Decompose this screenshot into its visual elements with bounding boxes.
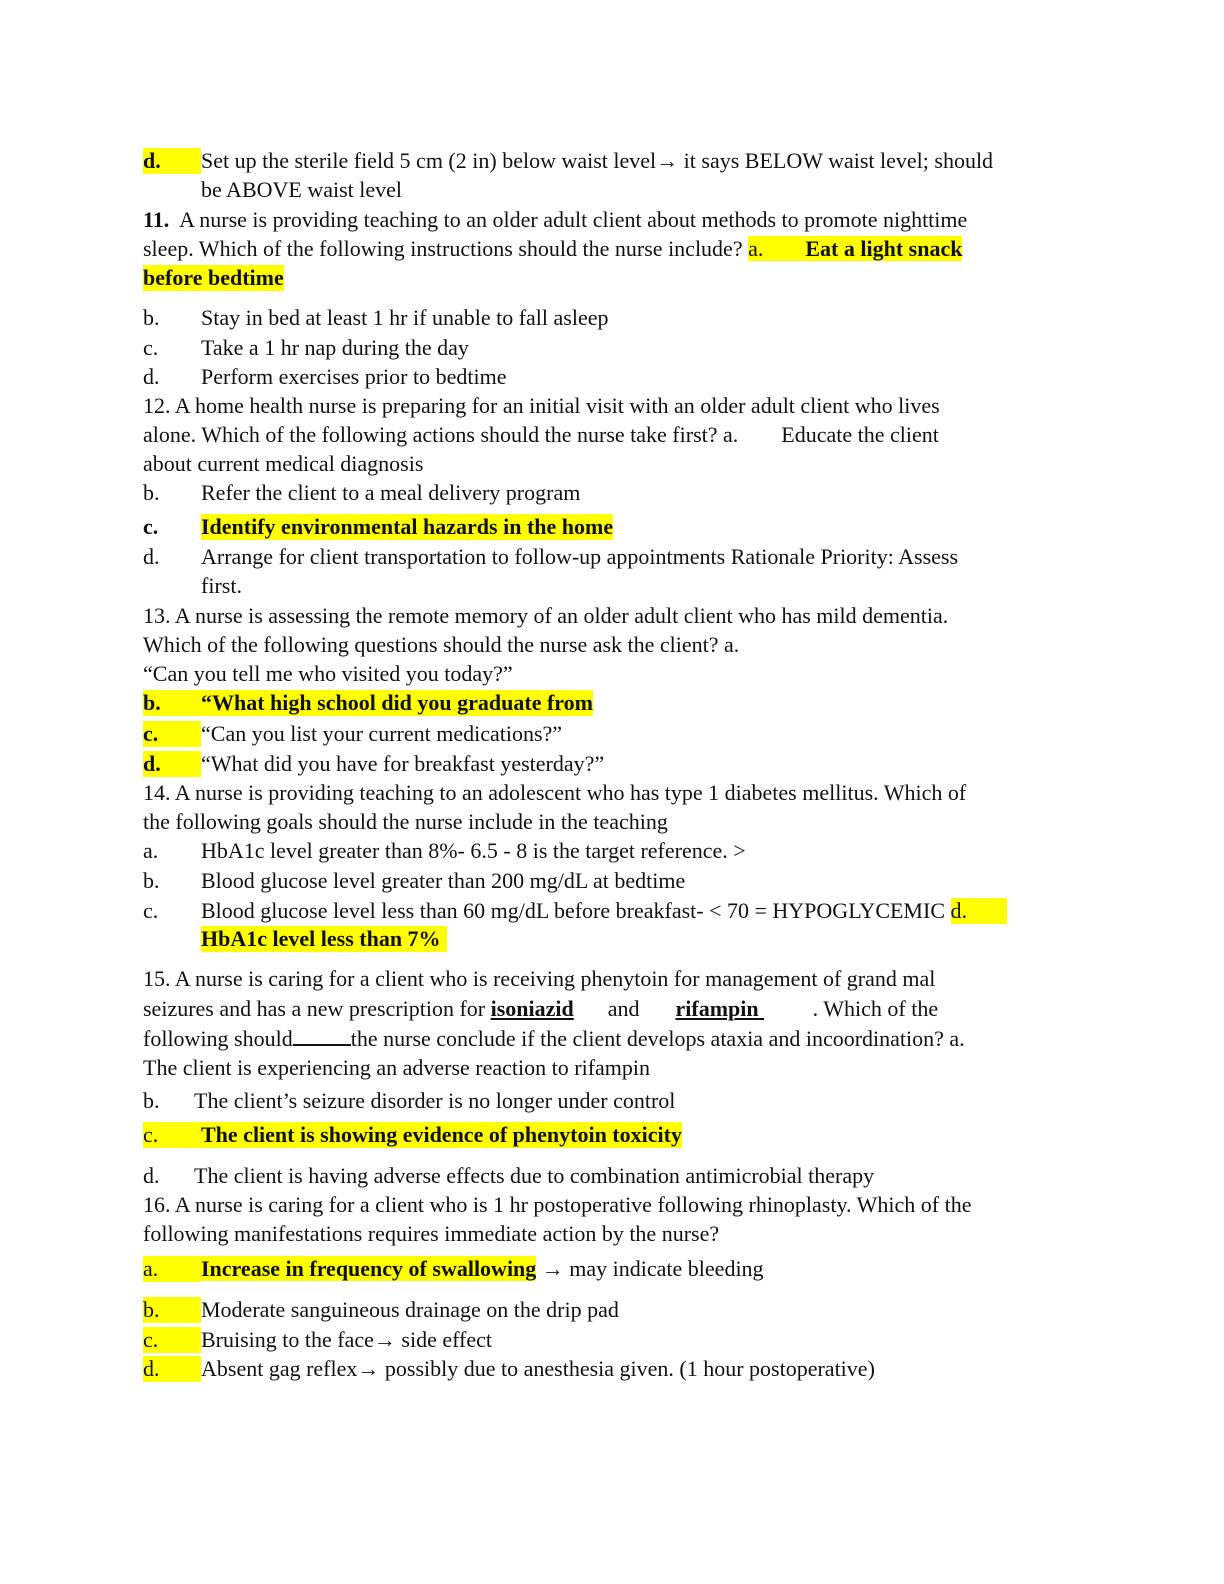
q14-stem-line2: the following goals should the nurse include in the teaching — [143, 809, 668, 834]
q11-stem-text2: sleep. Which of the following instructions should the nurse include? — [143, 236, 743, 261]
q14-a-text: HbA1c level greater than 8%- 6.5 - 8 is the target reference. > — [201, 838, 746, 863]
q12-d-text-line1: Arrange for client transportation to follow-up appointments Rationale Priority: Assess — [201, 544, 959, 569]
q11-c-text: Take a 1 hr nap during the day — [201, 335, 469, 360]
q13-b-label: b. — [143, 690, 201, 716]
q11-d-text: Perform exercises prior to bedtime — [201, 364, 507, 389]
q15-c-text: The client is showing evidence of phenytoin toxicity — [201, 1122, 682, 1147]
q10-d-label: d. — [143, 148, 201, 174]
q11-d-label: d. — [143, 364, 160, 389]
q12-stem-line2 — [143, 422, 939, 448]
q10-d-text-line1: Set up the sterile field 5 cm (2 in) below waist level→ it says BELOW waist level; should — [201, 148, 994, 173]
q15-stem-line2-pre: seizures and has a new prescription for — [143, 996, 491, 1021]
q14-d-label: d. — [951, 898, 1007, 924]
q11-b-text: Stay in bed at least 1 hr if unable to fall asleep — [201, 305, 609, 330]
q16-a-line — [201, 1256, 764, 1282]
q11-a-text2: before bedtime — [143, 265, 284, 290]
q15-drug-isoniazid: isoniazid — [490, 996, 574, 1021]
q13-stem-line1: 13. A nurse is assessing the remote memory of an older adult client who has mild dementia. — [143, 603, 949, 628]
q14-b-label: b. — [143, 868, 160, 893]
q16-c-text: Bruising to the face→ side effect — [201, 1327, 492, 1352]
q12-a-text: Educate the client — [781, 422, 939, 447]
q15-d-text: The client is having adverse effects due to combination antimicrobial therapy — [194, 1163, 875, 1188]
q15-d-label: d. — [143, 1163, 160, 1188]
q15-blank-2 — [293, 1025, 351, 1046]
q15-blank-1 — [759, 996, 813, 1022]
q16-d-label: d. — [143, 1356, 201, 1382]
q13-d-label: d. — [143, 751, 201, 777]
q12-stem-line1: 12. A home health nurse is preparing for an initial visit with an older adult client who lives — [143, 393, 940, 418]
q16-b-text: Moderate sanguineous drainage on the drip pad — [201, 1297, 619, 1322]
q15-a-text: The client is experiencing an adverse reaction to rifampin — [143, 1055, 651, 1080]
q11-stem-line2 — [143, 236, 962, 262]
q12-c-text: Identify environmental hazards in the home — [201, 514, 614, 539]
q13-b-text: “What high school did you graduate from — [201, 690, 593, 715]
q11-stem-text1: A nurse is providing teaching to an older adult client about methods to promote nighttime — [179, 207, 968, 232]
q12-b-label: b. — [143, 480, 160, 505]
q12-a-text-line2: about current medical diagnosis — [143, 451, 424, 476]
q13-d-text: “What did you have for breakfast yesterday?” — [201, 751, 605, 776]
q12-d-text-line2: first. — [201, 573, 242, 598]
q16-b-label: b. — [143, 1297, 201, 1323]
q11-c-label: c. — [143, 335, 159, 360]
q10-d-text-line2: be ABOVE waist level — [201, 177, 403, 202]
q12-stem-line2a: alone. Which of the following actions should the nurse take first? a. — [143, 422, 739, 447]
q12-d-label: d. — [143, 544, 160, 569]
q16-d-text: Absent gag reflex→ possibly due to anesthesia given. (1 hour postoperative) — [201, 1356, 875, 1381]
q16-stem-line1: 16. A nurse is caring for a client who is 1 hr postoperative following rhinoplasty. Which of the — [143, 1192, 972, 1217]
q14-c-label: c. — [143, 898, 159, 923]
q15-b-text: The client’s seizure disorder is no longer under control — [194, 1088, 676, 1113]
q15-b-label: b. — [143, 1088, 160, 1113]
q16-stem-line2: following manifestations requires immediate action by the nurse? — [143, 1221, 720, 1246]
q15-stem-line3 — [143, 1025, 965, 1052]
q15-stem-line3-pre: following should — [143, 1026, 293, 1051]
q13-c-text: “Can you list your current medications?” — [201, 721, 563, 746]
q15-stem-line3-post: the nurse conclude if the client develops ataxia and incoordination? a. — [350, 1026, 965, 1051]
q15-stem-line2 — [143, 996, 938, 1022]
q11-a-label: a. — [748, 236, 764, 261]
q16-a-label: a. — [143, 1256, 201, 1282]
q11-number: 11. — [143, 207, 170, 232]
q14-b-text: Blood glucose level greater than 200 mg/dL at bedtime — [201, 868, 686, 893]
q15-and: and — [607, 996, 640, 1021]
q11-stem-line1 — [143, 207, 967, 233]
q14-a-label: a. — [143, 838, 159, 863]
q14-d-text: HbA1c level less than 7% — [201, 926, 447, 952]
q14-c-line — [201, 898, 1007, 924]
q11-answer-a-highlight — [748, 236, 962, 261]
q15-stem-line1: 15. A nurse is caring for a client who is receiving phenytoin for management of grand mal — [143, 966, 936, 991]
q11-b-label: b. — [143, 305, 160, 330]
q15-drug-rifampin: rifampin — [675, 996, 759, 1021]
q11-a-text1: Eat a light snack — [805, 236, 963, 261]
q13-a-text: “Can you tell me who visited you today?” — [143, 661, 513, 686]
q14-c-text: Blood glucose level less than 60 mg/dL before breakfast- < 70 = HYPOGLYCEMIC — [201, 898, 945, 923]
q13-c-label: c. — [143, 721, 201, 747]
q15-stem-line2-post: . Which of the — [812, 996, 939, 1021]
q12-b-text: Refer the client to a meal delivery program — [201, 480, 581, 505]
q16-a-text: Increase in frequency of swallowing — [201, 1256, 537, 1281]
q12-c-label: c. — [143, 514, 159, 539]
q15-c-label: c. — [143, 1122, 201, 1148]
q16-c-label: c. — [143, 1327, 201, 1353]
q13-stem-line2: Which of the following questions should the nurse ask the client? a. — [143, 632, 740, 657]
q14-stem-line1: 14. A nurse is providing teaching to an adolescent who has type 1 diabetes mellitus. Which of — [143, 780, 967, 805]
q16-a-note: → may indicate bleeding — [536, 1256, 764, 1281]
